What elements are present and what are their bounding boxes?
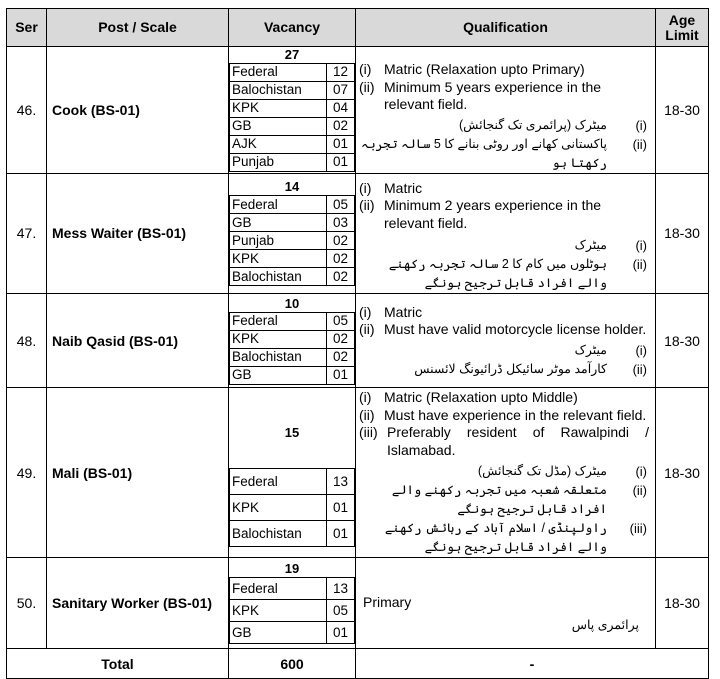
region: Federal — [230, 312, 327, 330]
urdu-qualification: پرائمری پاس — [571, 618, 639, 633]
header-age: Age Limit — [656, 9, 709, 47]
region: KPK — [230, 495, 327, 521]
region: Balochistan — [230, 521, 327, 547]
count: 05 — [327, 196, 355, 214]
vacancy-cell — [229, 294, 356, 388]
region: GB — [230, 117, 327, 135]
vacancy-total: 14 — [284, 179, 300, 195]
post-title: Mess Waiter (BS-01) — [47, 173, 229, 294]
serial-number: 50. — [7, 558, 47, 649]
age-limit: 18-30 — [656, 388, 709, 558]
qualification-cell — [356, 294, 656, 388]
post-title: Sanitary Worker (BS-01) — [47, 558, 229, 649]
count: 01 — [327, 366, 355, 384]
header-ser: Ser — [7, 9, 47, 47]
region: GB — [230, 214, 327, 232]
age-limit: 18-30 — [656, 558, 709, 649]
count: 07 — [327, 81, 355, 99]
vacancy-breakdown — [229, 63, 355, 172]
vacancy-total: 15 — [284, 425, 300, 440]
count: 12 — [327, 63, 355, 81]
age-limit: 18-30 — [656, 294, 709, 388]
urdu-qualification: میٹرک (i) — [574, 238, 647, 253]
urdu-qualification: ہوٹلوں میں کام کا 2 سالہ تجربہ رکھنے والے افراد قابل ترجیح ہونگے (ii) — [388, 257, 647, 290]
qualification-item: (ii) Must have valid motorcycle license holder. — [359, 321, 647, 337]
region: KPK — [230, 600, 327, 622]
total-label: Total — [7, 649, 229, 679]
urdu-qualification: میٹرک (پرائمری تک گنجائش) (i) — [459, 117, 647, 133]
urdu-qualification: میٹرک (i) — [574, 342, 647, 358]
vacancy-breakdown — [229, 312, 355, 385]
urdu-qualification: راولپنڈی / اسلام آباد کے رہائش رکھنے والے افراد قابل ترجیح ہونگے (iii) — [384, 521, 647, 554]
urdu-qualification: میٹرک (مڈل تک گنجائش) (i) — [477, 464, 647, 479]
vacancy-table — [6, 8, 709, 679]
count: 05 — [327, 312, 355, 330]
count: 02 — [327, 232, 355, 250]
serial-number: 49. — [7, 388, 47, 558]
region: Balochistan — [230, 81, 327, 99]
serial-number: 46. — [7, 47, 47, 174]
region: KPK — [230, 330, 327, 348]
region: Federal — [230, 196, 327, 214]
table-row — [7, 294, 709, 388]
qualification-item: (iii) Preferably resident of Rawalpindi / Islamabad. — [359, 424, 649, 458]
vacancy-cell — [229, 47, 356, 174]
region: Balochistan — [230, 348, 327, 366]
total-row — [7, 649, 709, 679]
region: AJK — [230, 135, 327, 153]
age-limit: 18-30 — [656, 173, 709, 294]
vacancy-breakdown — [229, 195, 355, 286]
region: Federal — [230, 578, 327, 600]
qualification-item: (i) Matric — [359, 303, 423, 320]
header-post: Post / Scale — [47, 9, 229, 47]
urdu-qualification: متعلقہ شعبہ میں تجربہ رکھنے والے افراد قابل ترجیح ہونگے (ii) — [391, 483, 647, 516]
vacancy-cell — [229, 558, 356, 649]
qualification-cell — [356, 173, 656, 294]
qualification-item: (ii) Minimum 5 years experience in the relevant field. — [359, 78, 602, 112]
count: 02 — [327, 268, 355, 286]
region: Balochistan — [230, 268, 327, 286]
age-limit: 18-30 — [656, 47, 709, 174]
region: Punjab — [230, 153, 327, 171]
count: 05 — [327, 600, 355, 622]
vacancy-total: 19 — [284, 561, 300, 576]
count: 01 — [327, 622, 355, 644]
region: GB — [230, 366, 327, 384]
urdu-qualification: پاکستانی کھانے اور روٹی بنانے کا 5 سالہ تجربہ رکھتا ہو (ii) — [361, 136, 647, 170]
region: KPK — [230, 250, 327, 268]
header-vacancy: Vacancy — [229, 9, 356, 47]
serial-number: 48. — [7, 294, 47, 388]
qualification-item: (i) Matric (Relaxation upto Middle) — [359, 389, 578, 405]
qualification-item: Primary — [363, 593, 412, 610]
header-qualification: Qualification — [356, 9, 656, 47]
count: 03 — [327, 214, 355, 232]
count: 02 — [327, 250, 355, 268]
total-vacancy: 600 — [229, 649, 356, 679]
count: 13 — [327, 578, 355, 600]
region: Federal — [230, 63, 327, 81]
urdu-qualification: کارآمد موٹر سائیکل ڈرائیونگ لائسنس (ii) — [414, 361, 647, 377]
table-row — [7, 47, 709, 174]
qualification-item: (i) Matric — [359, 179, 423, 196]
post-title: Cook (BS-01) — [47, 47, 229, 174]
total-qualification: - — [356, 649, 709, 679]
vacancy-cell — [229, 388, 356, 558]
qualification-item: (i) Matric (Relaxation upto Primary) — [359, 61, 585, 77]
qualification-cell — [356, 558, 656, 649]
vacancy-cell — [229, 173, 356, 294]
table-row — [7, 388, 709, 558]
count: 02 — [327, 348, 355, 366]
vacancy-breakdown — [229, 577, 355, 644]
vacancy-breakdown — [229, 468, 355, 547]
post-title: Mali (BS-01) — [47, 388, 229, 558]
post-title: Naib Qasid (BS-01) — [47, 294, 229, 388]
count: 01 — [327, 135, 355, 153]
serial-number: 47. — [7, 173, 47, 294]
count: 02 — [327, 117, 355, 135]
region: KPK — [230, 99, 327, 117]
table-row — [7, 558, 709, 649]
region: GB — [230, 622, 327, 644]
qualification-item: (ii) Must have experience in the relevant field. — [359, 406, 647, 423]
count: 02 — [327, 330, 355, 348]
header-row — [7, 9, 709, 47]
qualification-item: (ii) Minimum 2 years experience in the relevant field. — [359, 197, 602, 231]
qualification-cell — [356, 47, 656, 174]
region: Federal — [230, 469, 327, 495]
count: 01 — [327, 495, 355, 521]
count: 13 — [327, 469, 355, 495]
vacancy-total: 10 — [284, 295, 300, 311]
count: 01 — [327, 153, 355, 171]
table-row — [7, 173, 709, 294]
count: 04 — [327, 99, 355, 117]
vacancy-total: 27 — [284, 46, 300, 62]
count: 01 — [327, 521, 355, 547]
region: Punjab — [230, 232, 327, 250]
qualification-cell — [356, 388, 656, 558]
